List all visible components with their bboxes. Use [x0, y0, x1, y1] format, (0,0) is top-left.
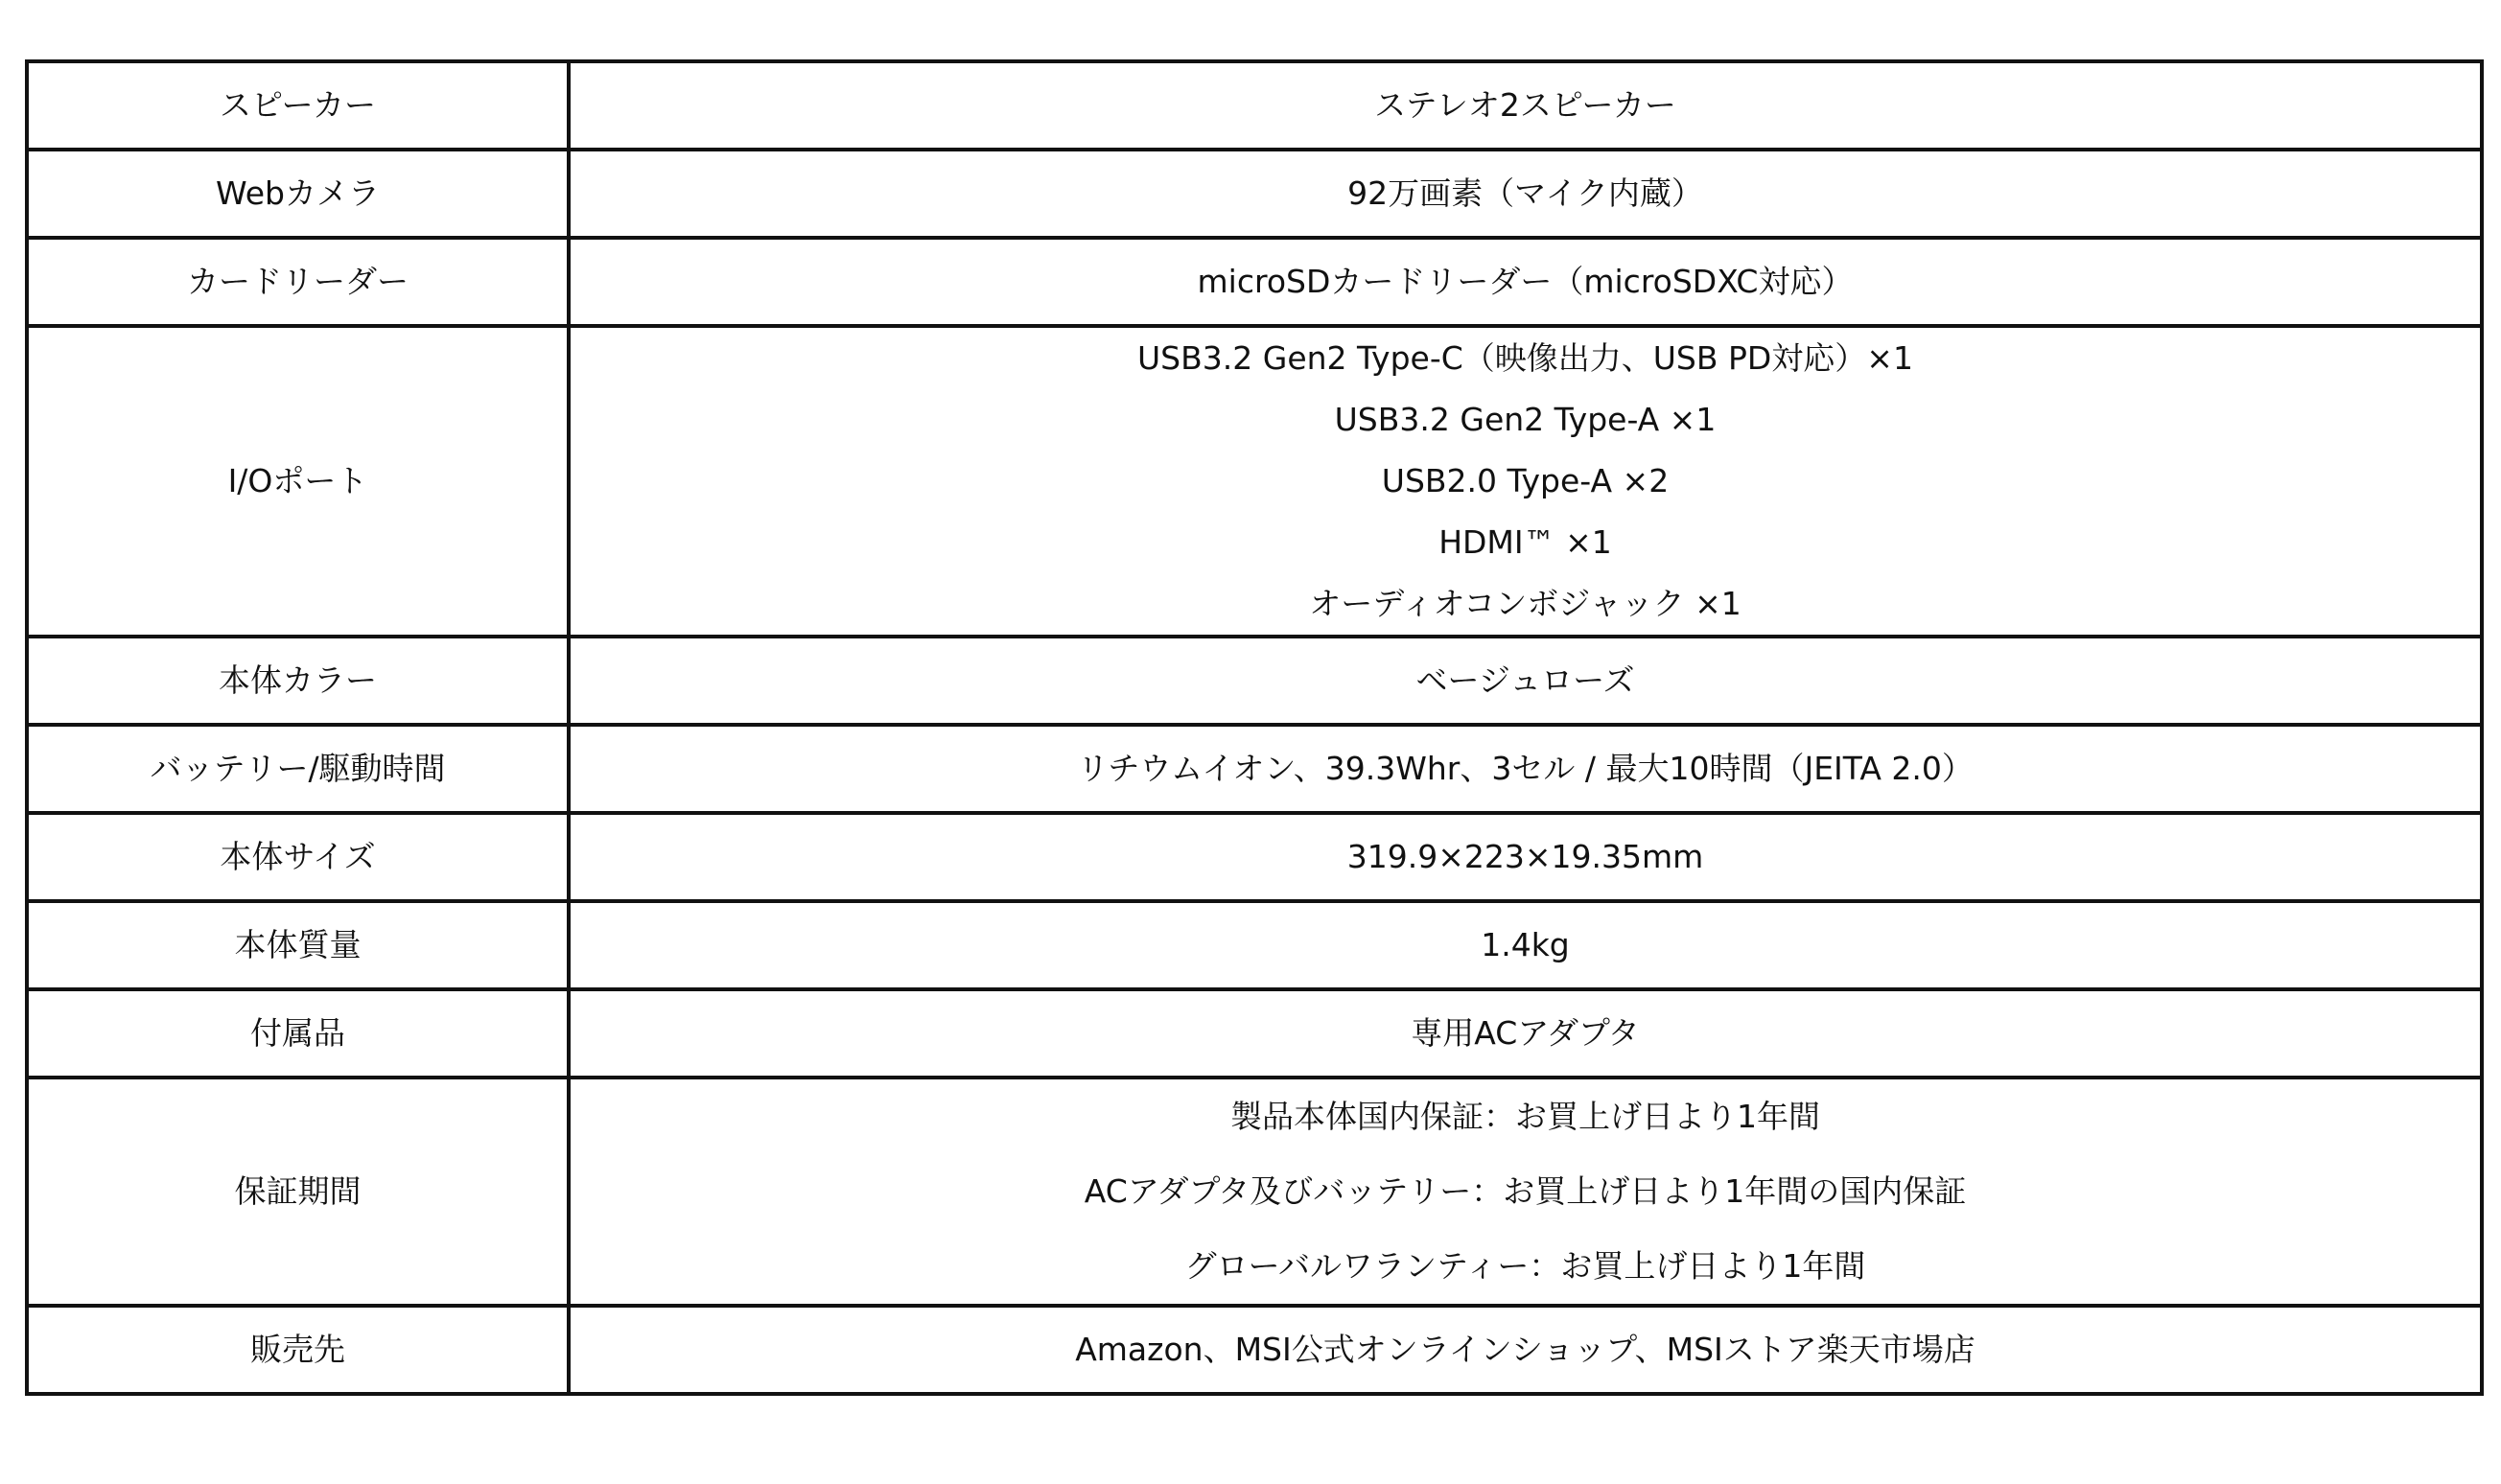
io-port-line: HDMI™ ×1 — [1438, 523, 1612, 561]
spec-row-accessories — [27, 989, 2482, 1078]
spec-value: ステレオ2スピーカー — [569, 61, 2482, 150]
io-port-line: オーディオコンボジャック ×1 — [1309, 585, 1741, 622]
spec-label: バッテリー/駆動時間 — [27, 725, 569, 813]
spec-value: 319.9×223×19.35mm — [569, 813, 2482, 901]
spec-table — [25, 59, 2484, 1396]
spec-value: Amazon、MSI公式オンラインショップ、MSIストア楽天市場店 — [569, 1306, 2482, 1394]
spec-value: 専用ACアダプタ — [569, 989, 2482, 1078]
spec-label: スピーカー — [27, 61, 569, 150]
spec-label: カードリーダー — [27, 238, 569, 326]
spec-row-retailers — [27, 1306, 2482, 1394]
spec-label: 付属品 — [27, 989, 569, 1078]
spec-row-color — [27, 637, 2482, 725]
spec-value: 1.4kg — [569, 901, 2482, 989]
io-port-line: USB3.2 Gen2 Type-C（映像出力、USB PD対応）×1 — [1137, 339, 1913, 377]
spec-label: 本体カラー — [27, 637, 569, 725]
io-port-line: USB2.0 Type-A ×2 — [1381, 462, 1670, 499]
spec-label: I/Oポート — [27, 326, 569, 637]
io-port-line: USB3.2 Gen2 Type-A ×1 — [1334, 401, 1717, 438]
warranty-line: 製品本体国内保証：お買上げ日より1年間 — [1230, 1098, 1820, 1135]
spec-row-speaker — [27, 61, 2482, 150]
spec-value — [569, 1078, 2482, 1306]
spec-label: 販売先 — [27, 1306, 569, 1394]
spec-value — [569, 326, 2482, 637]
spec-value: ベージュローズ — [569, 637, 2482, 725]
spec-label: 本体サイズ — [27, 813, 569, 901]
spec-row-battery — [27, 725, 2482, 813]
spec-label: 本体質量 — [27, 901, 569, 989]
warranty-line: グローバルワランティー：お買上げ日より1年間 — [1184, 1247, 1866, 1285]
spec-value: 92万画素（マイク内蔵） — [569, 150, 2482, 238]
spec-row-card-reader — [27, 238, 2482, 326]
spec-value: microSDカードリーダー（microSDXC対応） — [569, 238, 2482, 326]
spec-row-weight — [27, 901, 2482, 989]
spec-label: Webカメラ — [27, 150, 569, 238]
spec-label: 保証期間 — [27, 1078, 569, 1306]
spec-row-size — [27, 813, 2482, 901]
spec-value: リチウムイオン、39.3Whr、3セル / 最大10時間（JEITA 2.0） — [569, 725, 2482, 813]
spec-row-io-ports — [27, 326, 2482, 637]
warranty-line: ACアダプタ及びバッテリー：お買上げ日より1年間の国内保証 — [1084, 1172, 1967, 1210]
spec-row-webcam — [27, 150, 2482, 238]
spec-row-warranty — [27, 1078, 2482, 1306]
